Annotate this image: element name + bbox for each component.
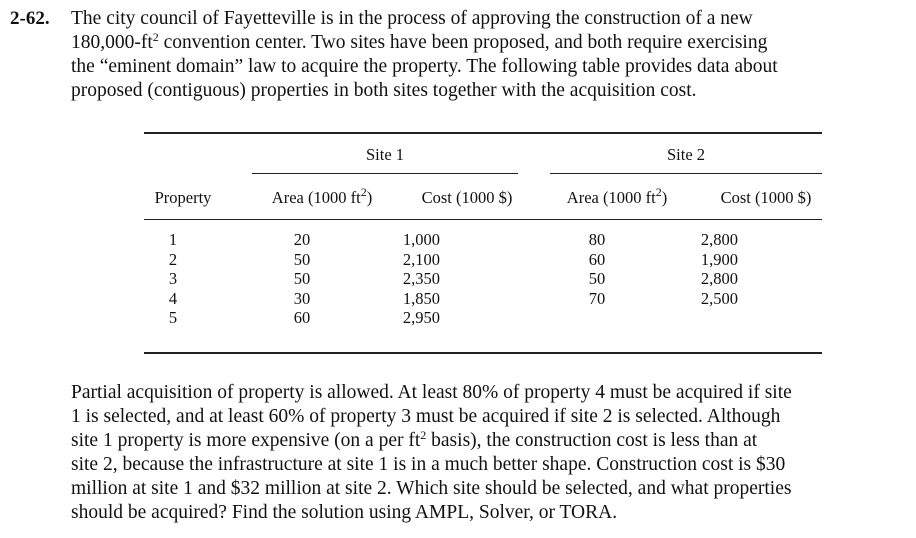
site1-cost-cell: 1,000 (402, 230, 440, 249)
property-cell: 4 (168, 288, 178, 308)
site1-cost-cell: 2,950 (402, 308, 440, 327)
body-line: should be acquired? Find the solution using AMPL, Solver, or TORA. (71, 502, 618, 523)
site2-area-column-header: Area (1000 $ft^2$) (566, 185, 668, 207)
property-cell: 1 (168, 230, 178, 249)
site2-cost-cell: 2,500 (700, 288, 738, 308)
site1-area-column (282, 230, 322, 328)
problem-number: 2-62. (10, 8, 50, 29)
site1-heading: Site 1 (365, 145, 405, 164)
site2-cost-cell: 2,800 (700, 230, 738, 249)
site1-group-rule (252, 173, 518, 174)
property-column-header: Property (154, 188, 212, 207)
table-top-rule (144, 132, 822, 134)
intro-line: the “eminent domain” law to acquire the property. The following table provides data about (71, 56, 778, 77)
site1-cost-column-header: Cost (1000 $) (421, 188, 513, 207)
site2-heading: Site 2 (666, 145, 706, 164)
body-line: site 1 property is more expensive (on a per $ft^2$ basis), the construction cost is less than at (71, 428, 758, 451)
intro-line: The city council of Fayetteville is in the process of approving the construction of a new (71, 8, 753, 29)
site2-area-cell: 70 (588, 288, 606, 308)
site1-cost-cell: 2,350 (402, 269, 440, 288)
property-cell: 3 (168, 269, 178, 288)
site2-cost-column-header: Cost (1000 $) (720, 188, 812, 207)
property-cell: 5 (168, 308, 178, 327)
property-cell: 2 (168, 249, 178, 269)
site2-cost-cell: 2,800 (700, 269, 738, 288)
site1-area-column-header: Area (1000 $ft^2$) (271, 185, 373, 207)
header-bottom-rule (144, 219, 822, 220)
body-line: site 2, because the infrastructure at site 1 is in a much better shape. Construction cost is $30 (71, 454, 786, 475)
site2-cost-column (688, 230, 738, 308)
site2-area-column (577, 230, 617, 308)
site1-cost-cell: 2,100 (402, 249, 440, 269)
site2-area-cell: 50 (588, 269, 606, 288)
site2-group-rule (550, 173, 822, 174)
site1-area-cell: 60 (293, 308, 311, 327)
site1-cost-column (390, 230, 440, 328)
problem-body-paragraph (71, 381, 901, 525)
body-line: 1 is selected, and at least 60% of property 3 must be acquired if site 2 is selected. Although (71, 406, 781, 427)
site1-cost-cell: 1,850 (402, 288, 440, 308)
body-line: Partial acquisition of property is allowed. At least 80% of property 4 must be acquired if site (71, 382, 792, 403)
table-bottom-rule (144, 352, 822, 354)
site1-area-cell: 50 (293, 269, 311, 288)
site1-area-cell: 50 (293, 249, 311, 269)
property-column (163, 230, 183, 328)
intro-line: proposed (contiguous) properties in both sites together with the acquisition cost. (71, 80, 697, 101)
site2-area-cell: 80 (588, 230, 606, 249)
body-line: million at site 1 and $32 million at site 2. Which site should be selected, and what properties (71, 478, 792, 499)
site2-cost-cell: 1,900 (700, 249, 738, 269)
site1-area-cell: 30 (293, 288, 311, 308)
intro-line: $180,000-ft^2$ convention center. Two sites have been proposed, and both require exercising (71, 30, 768, 53)
site2-area-cell: 60 (588, 249, 606, 269)
problem-intro-paragraph (71, 7, 891, 103)
site1-area-cell: 20 (293, 230, 311, 249)
